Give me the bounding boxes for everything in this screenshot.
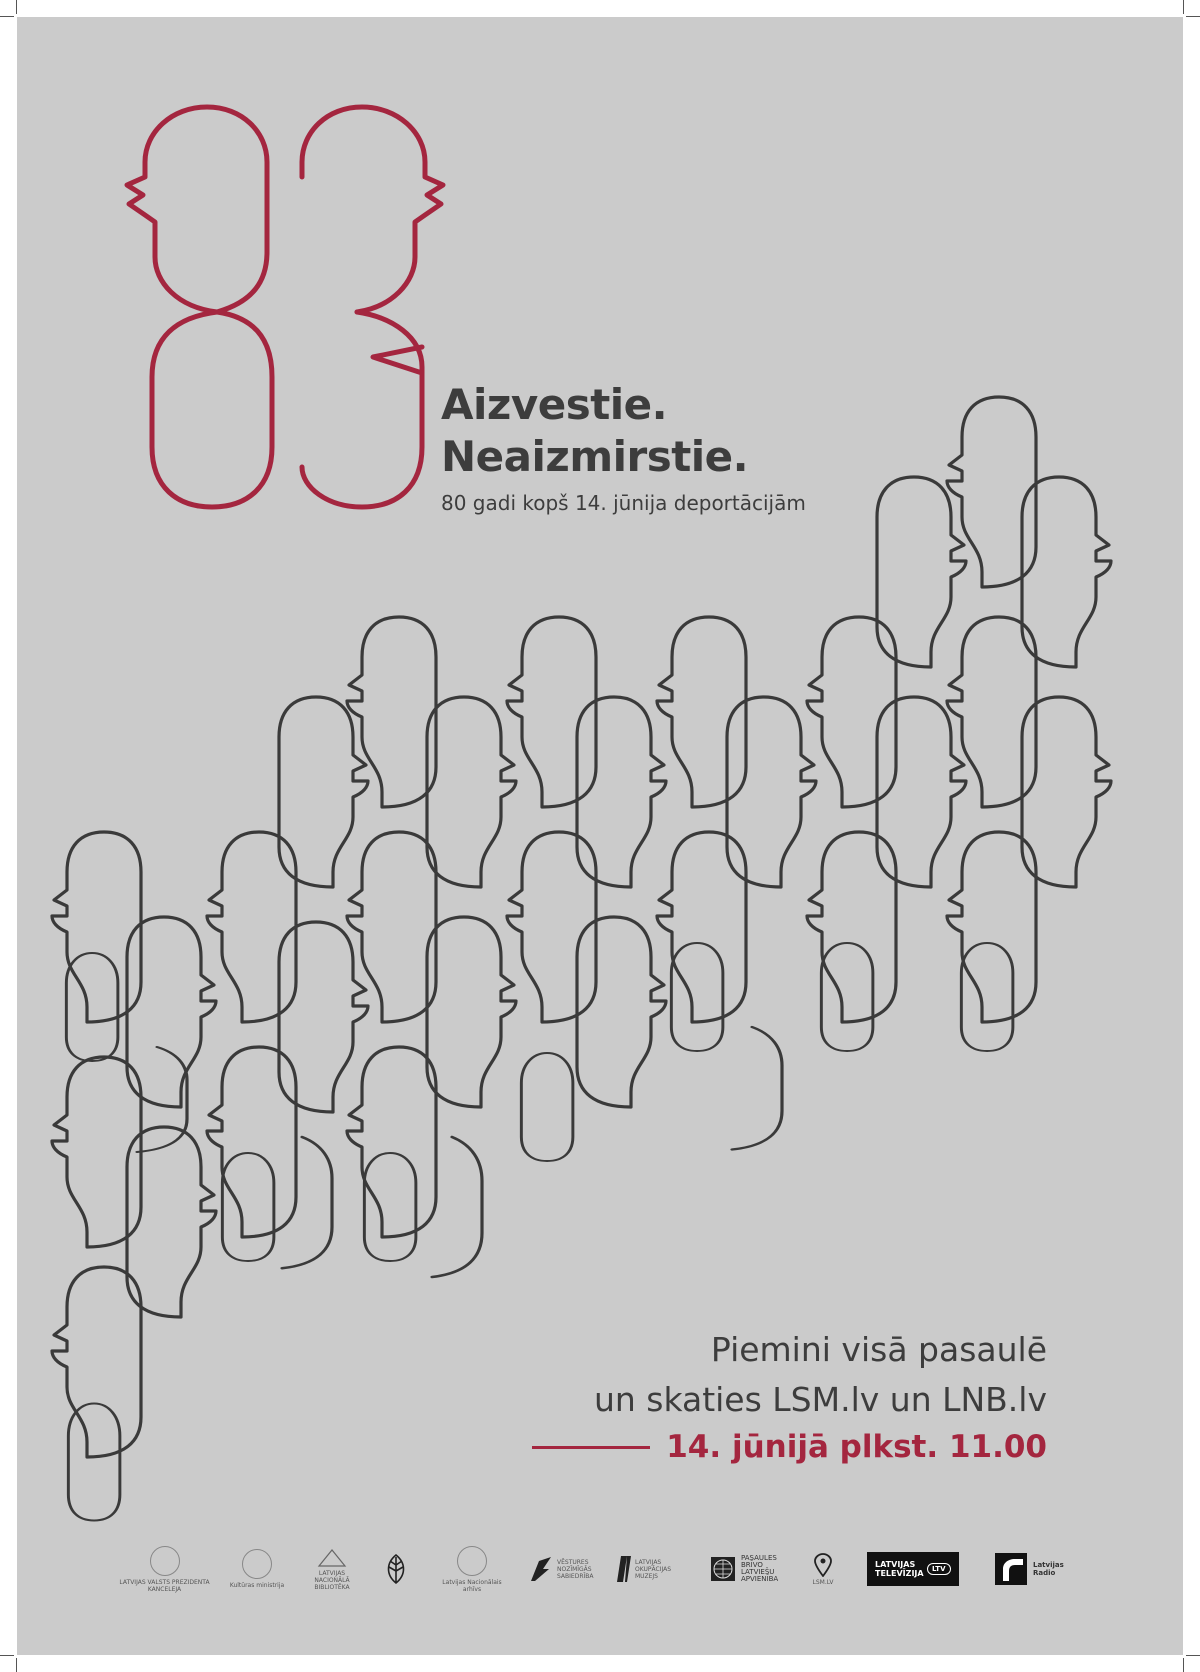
latvijas-radio-icon bbox=[995, 1553, 1027, 1585]
event-date-time: 14. jūnijā plkst. 11.00 bbox=[666, 1429, 1047, 1465]
partner-label: Kultūras ministrija bbox=[229, 1582, 285, 1589]
coat-of-arms-icon bbox=[150, 1546, 180, 1576]
partner-logo-history-society bbox=[529, 1539, 599, 1599]
bird-icon bbox=[529, 1555, 553, 1583]
partner-logo-national-library bbox=[307, 1539, 357, 1599]
poster bbox=[17, 17, 1183, 1655]
ltv-logo bbox=[867, 1552, 959, 1586]
headline-title-line2: Neaizmirstie. bbox=[441, 432, 749, 481]
partner-logo-ltv bbox=[867, 1539, 967, 1599]
cta-line2: un skaties LSM.lv un LNB.lv bbox=[593, 1380, 1047, 1419]
accent-rule bbox=[532, 1446, 650, 1449]
cta-line1: Piemini visā pasaulē bbox=[710, 1330, 1047, 1369]
globe-icon bbox=[710, 1556, 736, 1582]
partner-logo-occupation-museum bbox=[617, 1539, 687, 1599]
crop-mark-bottom-right-v bbox=[1183, 1658, 1184, 1672]
partner-label: Latvijas Radio bbox=[1033, 1561, 1064, 1577]
partner-logo-culture-ministry bbox=[227, 1539, 287, 1599]
ltv-label: LATVIJAS TELEVĪZIJA bbox=[875, 1560, 924, 1578]
occupation-museum-icon bbox=[617, 1554, 631, 1584]
leaf-emblem-icon bbox=[382, 1553, 410, 1585]
coat-of-arms-icon bbox=[457, 1546, 487, 1576]
partner-label: LATVIJAS VALSTS PREZIDENTA KANCELEJA bbox=[119, 1578, 210, 1593]
crop-mark-bottom-left bbox=[0, 1655, 14, 1656]
cta-date-row bbox=[532, 1429, 1047, 1465]
crop-mark-top-right-v bbox=[1183, 0, 1184, 14]
crop-mark-top-right bbox=[1186, 16, 1200, 17]
crop-mark-bottom-left-v bbox=[16, 1658, 17, 1672]
headline-subtitle: 80 gadi kopš 14. jūnija deportācijām bbox=[441, 491, 806, 515]
partner-logo-president bbox=[117, 1539, 212, 1599]
headline-title-line1: Aizvestie. bbox=[441, 380, 668, 429]
library-icon bbox=[317, 1548, 347, 1568]
coat-of-arms-icon bbox=[242, 1549, 272, 1579]
partner-label: VĒSTURES NOZĪMĪGĀS SABIEDRĪBA bbox=[557, 1558, 594, 1580]
partner-label: LATVIJAS NACIONĀLĀ BIBLIOTĒKA bbox=[314, 1569, 350, 1591]
location-pin-icon bbox=[813, 1553, 833, 1577]
headline-block bbox=[441, 379, 806, 515]
partner-label: Latvijas Nacionālais arhīvs bbox=[442, 1578, 502, 1593]
partner-label: LATVIJAS OKUPĀCIJAS MUZEJS bbox=[635, 1558, 672, 1580]
eighty-heads-logo bbox=[127, 107, 443, 507]
partner-logos bbox=[117, 1539, 1127, 1599]
partner-logo-lsm bbox=[807, 1539, 839, 1599]
partner-logo-world-latvians bbox=[710, 1539, 790, 1599]
partner-label: PASAULES BRĪVO LATVIEŠU APVIENĪBA bbox=[741, 1554, 779, 1583]
partner-logo-national-archive bbox=[437, 1539, 507, 1599]
partner-logo-leaf bbox=[382, 1539, 414, 1599]
crop-mark-top-left bbox=[0, 16, 14, 17]
ltv-badge: LTV bbox=[927, 1563, 951, 1575]
crop-mark-top-left-v bbox=[16, 0, 17, 14]
call-to-action bbox=[532, 1325, 1047, 1465]
partner-logo-latvijas-radio bbox=[995, 1539, 1075, 1599]
crop-mark-bottom-right bbox=[1186, 1655, 1200, 1656]
partner-label: LSM.LV bbox=[812, 1578, 834, 1586]
